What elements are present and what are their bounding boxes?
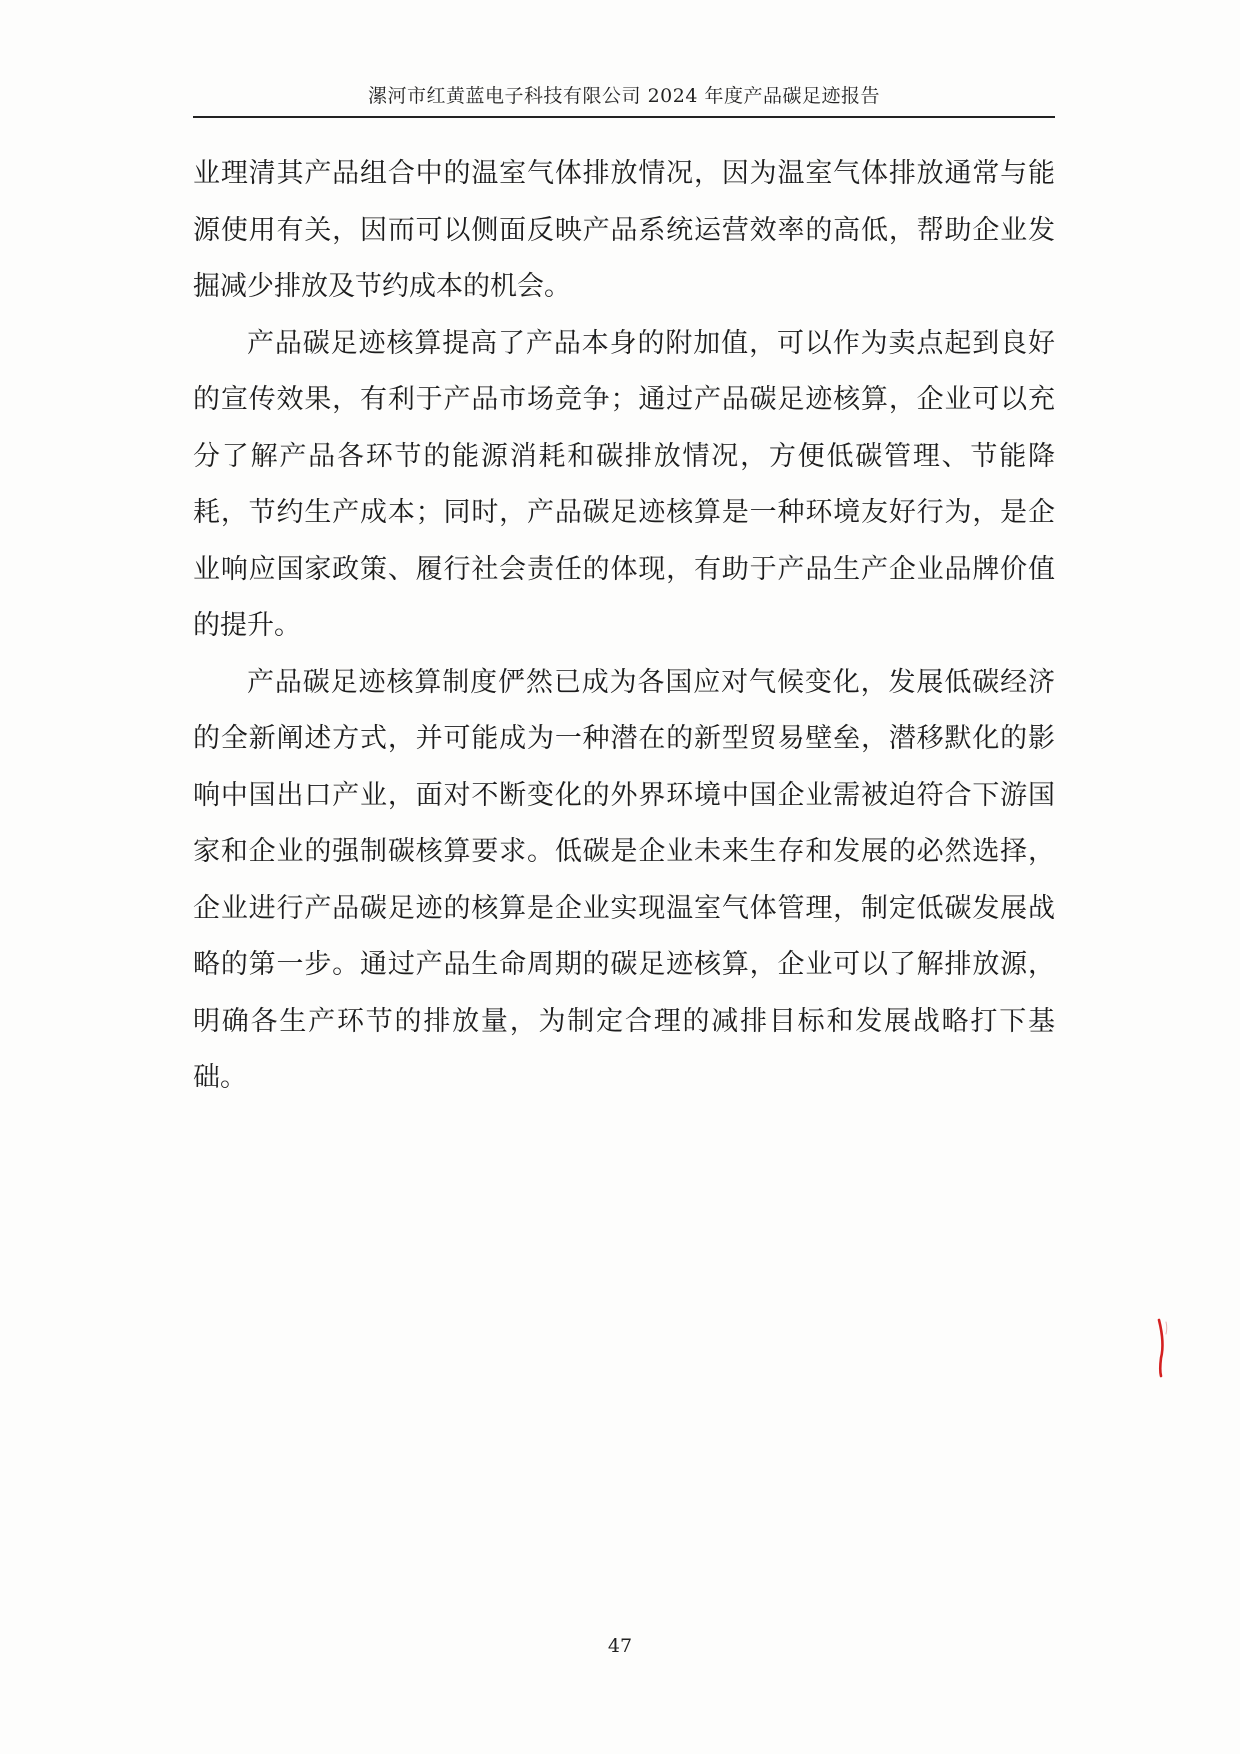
document-body [193,146,1055,1107]
page-header-title: 漯河市红黄蓝电子科技有限公司 2024 年度产品碳足迹报告 [368,85,880,107]
paragraph-3: 产品碳足迹核算制度俨然已成为各国应对气候变化，发展低碳经济的全新阐述方式，并可能成为一种潜在的新型贸易壁垒，潜移默化的影响中国出口产业，面对不断变化的外界环境中国企业需被迫符合下游国家和企业的强制碳核算要求。低碳是企业未来生存和发展的必然选择，企业进行产品碳足迹的核算是企业实现温室气体管理，制定低碳发展战略的第一步。通过产品生命周期的碳足迹核算，企业可以了解排放源，明确各生产环节的排放量，为制定合理的减排目标和发展战略打下基础。 [193,666,1055,1093]
paragraph-2: 产品碳足迹核算提高了产品本身的附加值，可以作为卖点起到良好的宣传效果，有利于产品市场竞争；通过产品碳足迹核算，企业可以充分了解产品各环节的能源消耗和碳排放情况，方便低碳管理、节能降耗，节约生产成本；同时，产品碳足迹核算是一种环境友好行为，是企业响应国家政策、履行社会责任的体现，有助于产品生产企业品牌价值的提升。 [193,327,1055,641]
header-divider [193,116,1055,118]
paragraph-1: 业理清其产品组合中的温室气体排放情况，因为温室气体排放通常与能源使用有关，因而可以侧面反映产品系统运营效率的高低，帮助企业发掘减少排放及节约成本的机会。 [193,158,1055,302]
red-pen-mark [1155,1318,1169,1378]
page-number: 47 [607,1635,633,1657]
